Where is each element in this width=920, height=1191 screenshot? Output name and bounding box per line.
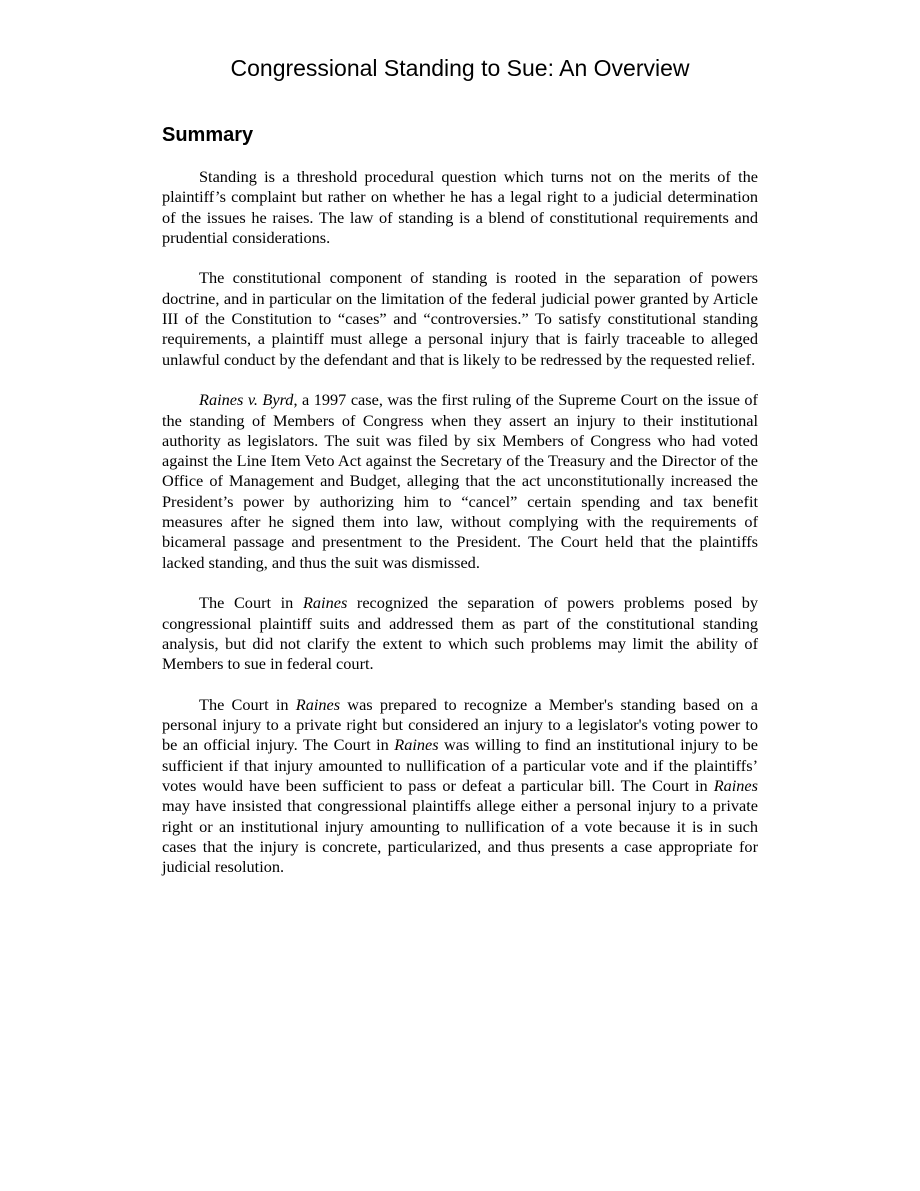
paragraph-separation-of-powers — [162, 593, 758, 674]
paragraph-text: was prepared to recognize a Member's standing based on a personal injury to a private right but considered an injury to a legislator's voting power to be an official injury. The Court in — [162, 694, 758, 755]
paragraph-text: recognized the separation of powers problems posed by congressional plaintiff suits and addressed them as part of the constitutional standing analysis, but did not clarify the extent to which such problems may limit the ability of Members to sue in federal court. — [162, 593, 758, 674]
paragraph-text: was willing to find an institutional injury to be sufficient if that injury amounted to nullification of a particular vote and if the plaintiffs’ votes would have been sufficient to pass or defeat a particular bill. The Court in — [162, 735, 758, 795]
case-name-italic: Raines v. Byrd — [199, 390, 294, 410]
paragraph-text: Standing is a threshold procedural question which turns not on the merits of the plaintiff’s complaint but rather on whether he has a legal right to a judicial determination of the issues he raises. The law of standing is a blend of constitutional requirements and prudential considerations. — [162, 167, 758, 247]
paragraph-text: The Court in — [199, 694, 296, 714]
case-name-italic: Raines — [295, 694, 341, 714]
paragraph-text: may have insisted that congressional plaintiffs allege either a personal injury to a private right or an institutional injury amounting to nullification of a vote because it is in such cases that the injury is concrete, particularized, and thus presents a case appropriate for judicial resolution. — [162, 796, 758, 877]
paragraph-member-standing — [162, 695, 758, 878]
paragraph-constitutional-component — [162, 268, 758, 369]
case-name-italic: Raines — [302, 593, 348, 613]
case-name-italic: Raines — [394, 735, 439, 755]
paragraph-text: The Court in — [199, 593, 303, 613]
section-heading-summary: Summary — [162, 124, 254, 146]
paragraph-standing-definition — [162, 167, 758, 248]
document-title: Congressional Standing to Sue: An Overview — [230, 55, 690, 81]
case-name-italic: Raines — [713, 775, 758, 795]
summary-body — [162, 167, 758, 877]
paragraph-text: , a 1997 case, was the first ruling of the Supreme Court on the issue of the standing of Members of Congress when they assert an injury to their institutional authority as legislators. The suit was filed by six Members of Congress who had voted against the Line Item Veto Act against the Secretary of the Treasury and the Director of the Office of Management and Budget, alleging that the act unconstitutionally increased the President’s power by authorizing him to “cancel” certain spending and tax benefit measures after he signed them into law, without complying with the requirements of bicameral passage and presentment to the President. The Court held that the plaintiffs lacked standing, and thus the suit was dismissed. — [162, 390, 758, 572]
paragraph-raines-v-byrd — [162, 390, 758, 573]
paragraph-text: The constitutional component of standing is rooted in the separation of powers doctrine, and in particular on the limitation of the federal judicial power granted by Article III of the Constitution to “cases” and “controversies.” To satisfy constitutional standing requirements, a plaintiff must allege a personal injury that is fairly traceable to alleged unlawful conduct by the defendant and that is likely to be redressed by the requested relief. — [162, 268, 758, 369]
